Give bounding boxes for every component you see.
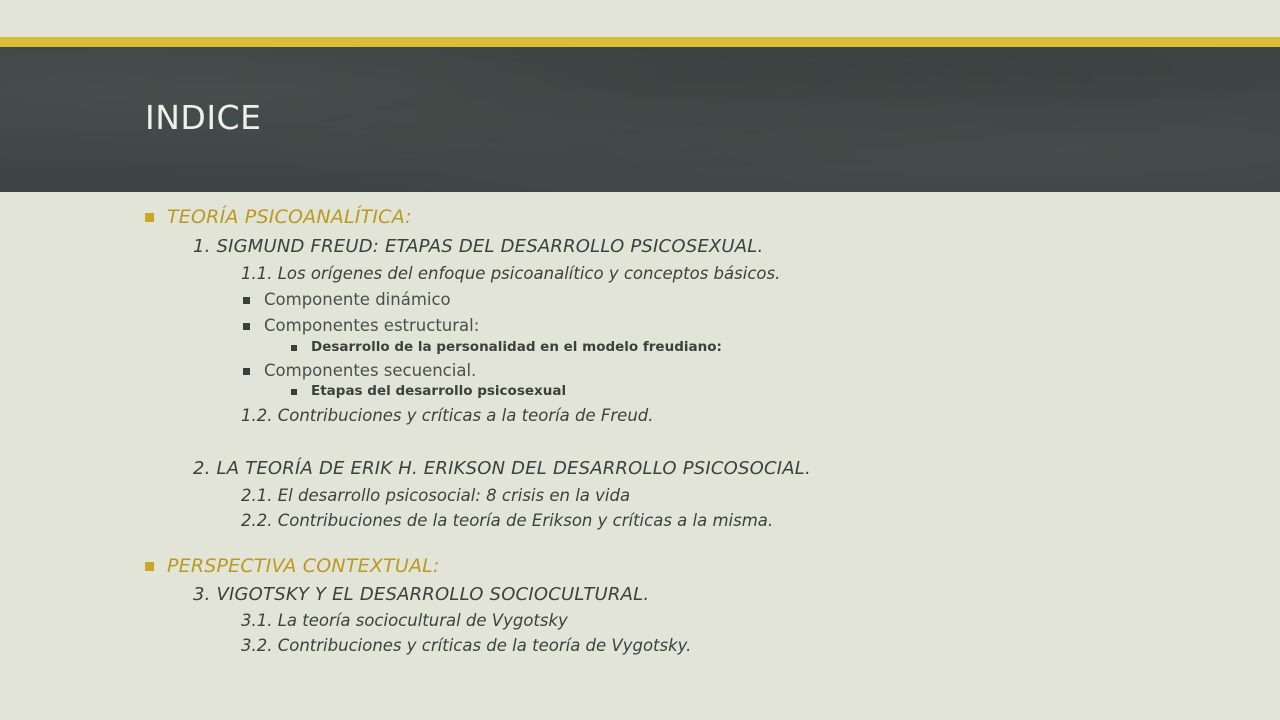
list-item-componentes-estructural xyxy=(243,318,479,335)
list-item-componente-dinamico xyxy=(243,292,451,309)
square-bullet-icon xyxy=(243,323,250,330)
section-item-teoria-psicoanalitica xyxy=(145,208,412,227)
square-bullet-icon xyxy=(291,389,297,395)
list-item-desarrollo-personalidad xyxy=(291,341,722,355)
subchapter-label: 2.1. El desarrollo psicosocial: 8 crisis en la vida xyxy=(241,486,631,505)
list-item-label: Componente dinámico xyxy=(264,290,451,309)
square-bullet-icon xyxy=(243,297,250,304)
subchapter-item-3-1 xyxy=(241,613,568,630)
list-item-componentes-secuencial xyxy=(243,363,476,380)
section-item-perspectiva-contextual xyxy=(145,557,440,576)
list-item-label: Etapas del desarrollo psicosexual xyxy=(311,383,567,399)
list-item-etapas-psicosexual xyxy=(291,385,566,399)
subchapter-label: 1.1. Los orígenes del enfoque psicoanalítico y conceptos básicos. xyxy=(241,264,781,283)
square-bullet-icon xyxy=(145,562,154,571)
chapter-label: 3. VIGOTSKY Y EL DESARROLLO SOCIOCULTURAL. xyxy=(193,584,650,605)
list-item-label: Componentes estructural: xyxy=(264,316,480,335)
list-item-label: Desarrollo de la personalidad en el modelo freudiano: xyxy=(311,339,722,355)
subchapter-label: 2.2. Contribuciones de la teoría de Erikson y críticas a la misma. xyxy=(241,511,774,530)
chapter-item-freud xyxy=(193,238,763,256)
section-label: TEORÍA PSICOANALÍTICA: xyxy=(167,206,412,228)
chapter-item-erikson xyxy=(193,460,811,478)
subchapter-item-2-2 xyxy=(241,513,773,530)
chapter-label: 1. SIGMUND FREUD: ETAPAS DEL DESARROLLO PSICOSEXUAL. xyxy=(193,236,764,257)
square-bullet-icon xyxy=(291,345,297,351)
subchapter-item-2-1 xyxy=(241,488,630,505)
subchapter-item-1-2 xyxy=(241,408,654,425)
list-item-label: Componentes secuencial. xyxy=(264,361,477,380)
subchapter-label: 3.2. Contribuciones y críticas de la teoría de Vygotsky. xyxy=(241,636,692,655)
chapter-label: 2. LA TEORÍA DE ERIK H. ERIKSON DEL DESARROLLO PSICOSOCIAL. xyxy=(193,458,811,479)
slide-title: INDICE xyxy=(145,98,262,137)
subchapter-label: 3.1. La teoría sociocultural de Vygotsky xyxy=(241,611,568,630)
section-label: PERSPECTIVA CONTEXTUAL: xyxy=(167,555,440,577)
chapter-item-vygotsky xyxy=(193,586,649,604)
square-bullet-icon xyxy=(243,368,250,375)
square-bullet-icon xyxy=(145,213,154,222)
subchapter-item-1-1 xyxy=(241,266,780,283)
subchapter-label: 1.2. Contribuciones y críticas a la teoría de Freud. xyxy=(241,406,654,425)
subchapter-item-3-2 xyxy=(241,638,691,655)
